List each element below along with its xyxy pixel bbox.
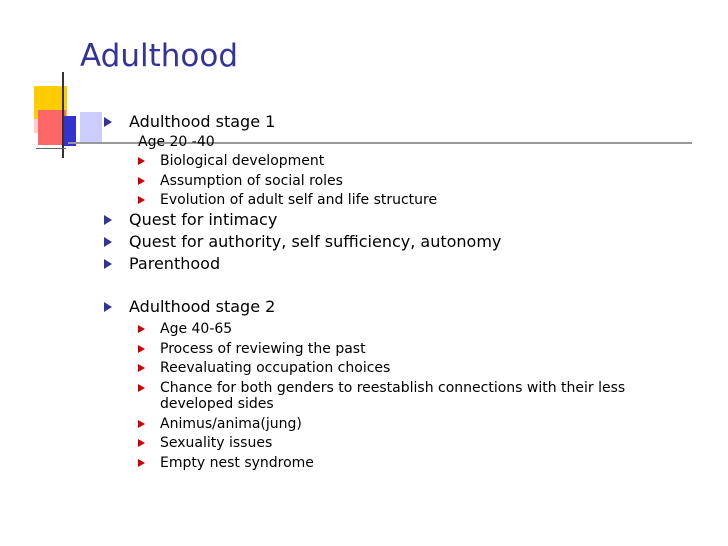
square-bullet-icon (138, 177, 145, 185)
bullet-adulthood-stage-1: Adulthood stage 1 (129, 112, 276, 131)
bullet-animus-anima: Animus/anima(jung) (160, 416, 302, 432)
square-bullet-icon (104, 215, 112, 225)
age-range-stage-1: Age 20 -40 (138, 134, 215, 150)
square-bullet-icon (104, 302, 112, 312)
square-bullet-icon (138, 196, 145, 204)
square-bullet-icon (138, 420, 145, 428)
bullet-quest-intimacy: Quest for intimacy (129, 210, 278, 229)
bullet-sexuality-issues: Sexuality issues (160, 435, 273, 451)
bullet-empty-nest: Empty nest syndrome (160, 455, 314, 471)
bullet-adulthood-stage-2: Adulthood stage 2 (129, 297, 276, 316)
square-bullet-icon (138, 325, 145, 333)
decoration-lightblue-square (80, 112, 102, 144)
square-bullet-icon (104, 259, 112, 269)
bullet-reestablish-connections-continued: developed sides (160, 396, 274, 412)
square-bullet-icon (138, 459, 145, 467)
decoration-vertical-line (62, 72, 64, 158)
square-bullet-icon (104, 117, 112, 127)
slide-title: Adulthood (80, 38, 239, 74)
square-bullet-icon (138, 345, 145, 353)
bullet-quest-authority: Quest for authority, self sufficiency, autonomy (129, 232, 502, 251)
square-bullet-icon (104, 237, 112, 247)
square-bullet-icon (138, 439, 145, 447)
bullet-biological-development: Biological development (160, 153, 325, 169)
bullet-social-roles: Assumption of social roles (160, 173, 343, 189)
bullet-reviewing-past: Process of reviewing the past (160, 341, 366, 357)
decoration-short-line (36, 148, 66, 149)
square-bullet-icon (138, 384, 145, 392)
square-bullet-icon (138, 364, 145, 372)
bullet-parenthood: Parenthood (129, 254, 221, 273)
bullet-adult-self-evolution: Evolution of adult self and life structure (160, 192, 438, 208)
square-bullet-icon (138, 157, 145, 165)
bullet-reestablish-connections: Chance for both genders to reestablish connections with their less (160, 380, 626, 396)
bullet-reevaluating-occupation: Reevaluating occupation choices (160, 360, 391, 376)
bullet-age-40-65: Age 40-65 (160, 321, 233, 337)
